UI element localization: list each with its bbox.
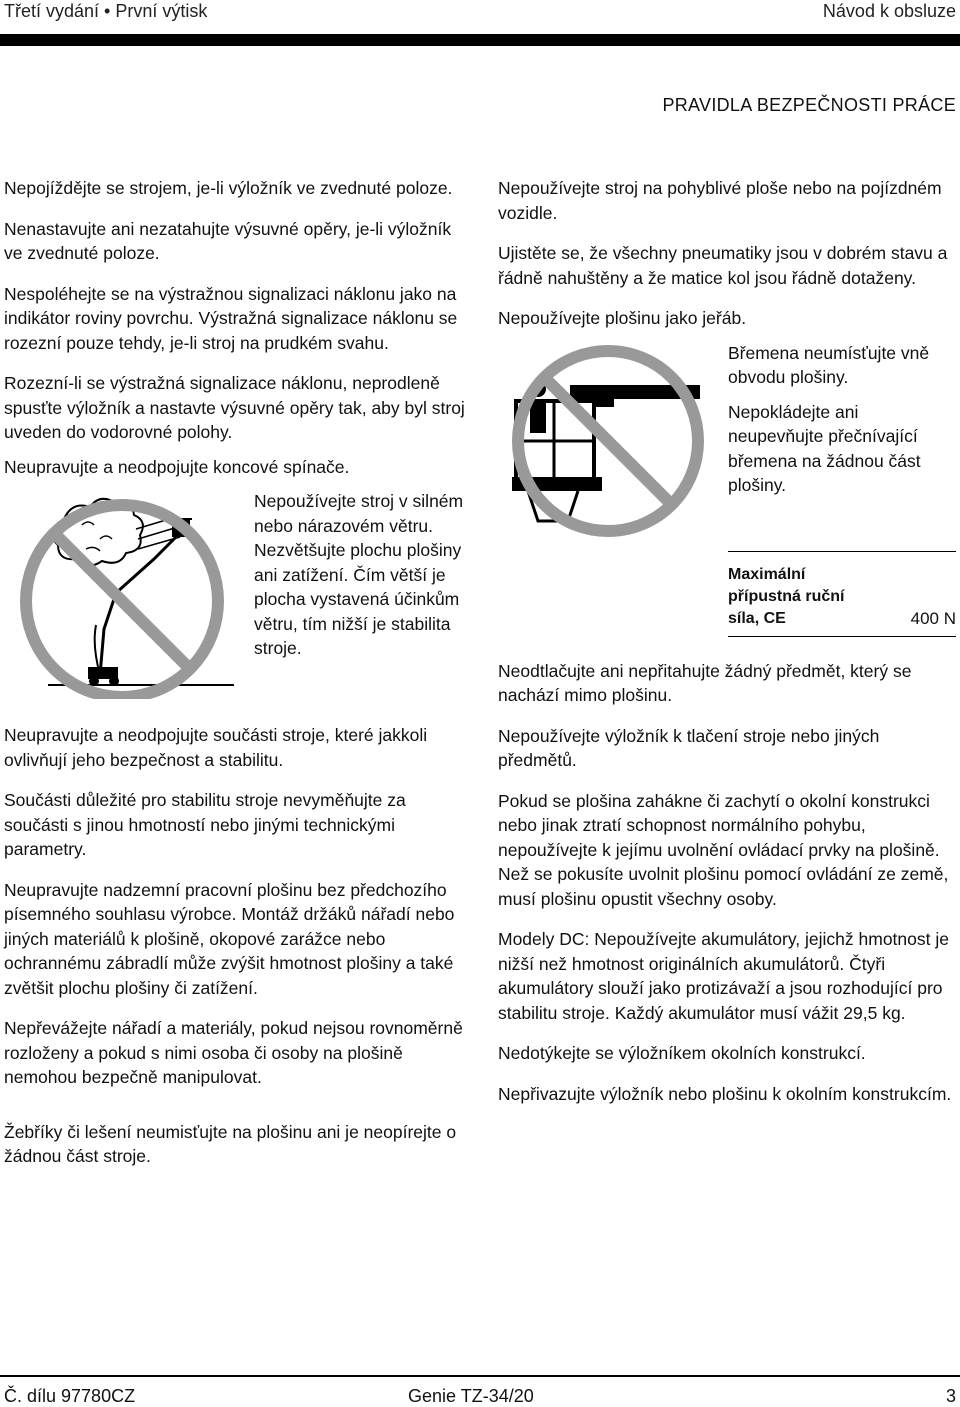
wind-warning-text: Nepoužívejte stroj v silném nebo nárazovém větru. Nezvětšujte plochu plošiny ani zatížení. Čím větší je plocha vystavená účinkům větru, tím nižší je stabilita stroje. [254,491,464,658]
load-warning-block [498,341,960,541]
footer-part-number: Č. dílu 97780CZ [4,1386,136,1406]
rule-tilt-alarm: Nespoléhejte se na výstražnou signalizaci náklonu jako na indikátor roviny povrchu. Výstražná signalizace náklonu se rozezní pouze tehdy, je-li stroj na prudkém svahu. [4,283,458,353]
rule-no-driving-raised: Nepojíždějte se strojem, je-li výložník ve zvednuté poloze. [4,178,453,198]
right-column [498,176,960,1106]
load-warning-text-1: Břemena neumísťujte vně obvodu plošiny. [728,342,930,387]
header-manual-title: Návod k obsluze [822,1,956,21]
manual-force-table [728,551,956,637]
rule-dc-batteries: Modely DC: Nepoužívejte akumulátory, jejichž hmotnost je nižší než hmotnost originálních akumulátorů. Čtyři akumulátory slouží jako protizávaží a jsou rozhodující pro stabilitu stroje. Každý akumulátor musí vážit 29,5 kg. [498,929,949,1023]
rule-entangled-platform: Pokud se plošina zahákne či zachytí o okolní konstrukci nebo jinak ztratí schopnost normálního pohybu, nepoužívejte k jejímu uvolnění ovládací prvky na plošině. Než se pokusíte uvolnit plošinu pomocí ovládání ze země, musí plošinu opustit všechny osoby. [498,790,949,909]
rule-limit-switches: Neupravujte a neodpojujte koncové spínače. [4,456,350,477]
footer-page-number: 3 [945,1386,956,1406]
rule-no-push-pull: Neodtlačujte ani nepřitahujte žádný předmět, který se nachází mimo plošinu. [498,660,912,705]
rule-stability-components: Součásti důležité pro stabilitu stroje nevyměňujte za součásti s jinou hmotností nebo jinými technickými parametry. [4,790,406,859]
rule-safety-components: Neupravujte a neodpojujte součásti stroje, které jakkoli ovlivňují jeho bezpečnost a stabilitu. [4,725,428,770]
wind-warning-block [4,489,474,699]
section-title: PRAVIDLA BEZPEČNOSTI PRÁCE [662,95,956,115]
load-warning-text-2: Nepokládejte ani neupevňujte přečnívající břemena na žádnou část plošiny. [728,401,921,495]
rule-platform-modification: Neupravujte nadzemní pracovní plošinu bez předchozího písemného souhlasu výrobce. Montáž držáků nářadí nebo jiných materiálů k plošině, okopové zarážce nebo ochrannému zábradlí může zvýšit hmotnost plošiny a také zvětšit plochu plošiny či zatížení. [4,879,455,998]
rule-no-boom-push: Nepoužívejte výložník k tlačení stroje nebo jiných předmětů. [498,725,880,770]
rule-tires: Ujistěte se, že všechny pneumatiky jsou v dobrém stavu a řádně nahuštěny a že matice kol jsou řádně dotaženy. [498,243,948,288]
rule-no-tie-structures: Nepřivazujte výložník nebo plošinu k okolním konstrukcím. [498,1083,952,1104]
header-edition: Třetí vydání • První výtisk [4,1,208,21]
footer-model: Genie TZ-34/20 [408,1386,534,1406]
manual-force-label: Maximální přípustná ruční síla, CE [728,565,845,627]
rule-transport-tools: Nepřevážejte nářadí a materiály, pokud nejsou rovnoměrně rozloženy a pokud s nimi osoba či osoby na plošině nemohou bezpečně manipulovat. [4,1018,463,1087]
rule-no-crane: Nepoužívejte plošinu jako jeřáb. [498,308,747,328]
no-wind-illustration [4,489,244,699]
rule-ladders: Žebříky či lešení neumisťujte na plošinu ani je neopírejte o žádnou část stroje. [4,1121,457,1166]
rule-moving-surface: Nepoužívejte stroj na pohyblivé ploše nebo na pojízdném vozidle. [498,178,942,223]
rule-outriggers: Nenastavujte ani nezatahujte výsuvné opěry, je-li výložník ve zvednuté poloze. [4,218,452,263]
manual-force-value: 400 N [910,608,956,628]
footer-rule [0,1375,960,1377]
rule-no-touch-structures: Nedotýkejte se výložníkem okolních konstrukcí. [498,1043,866,1063]
no-overhanging-load-illustration [498,341,722,541]
rule-tilt-alarm-action: Rozezní-li se výstražná signalizace náklonu, neprodleně spusťte výložník a nastavte výsuvné opěry tak, aby byl stroj uveden do vodorovné polohy. [4,373,465,442]
left-column [4,176,474,1169]
header-bar [0,34,960,46]
